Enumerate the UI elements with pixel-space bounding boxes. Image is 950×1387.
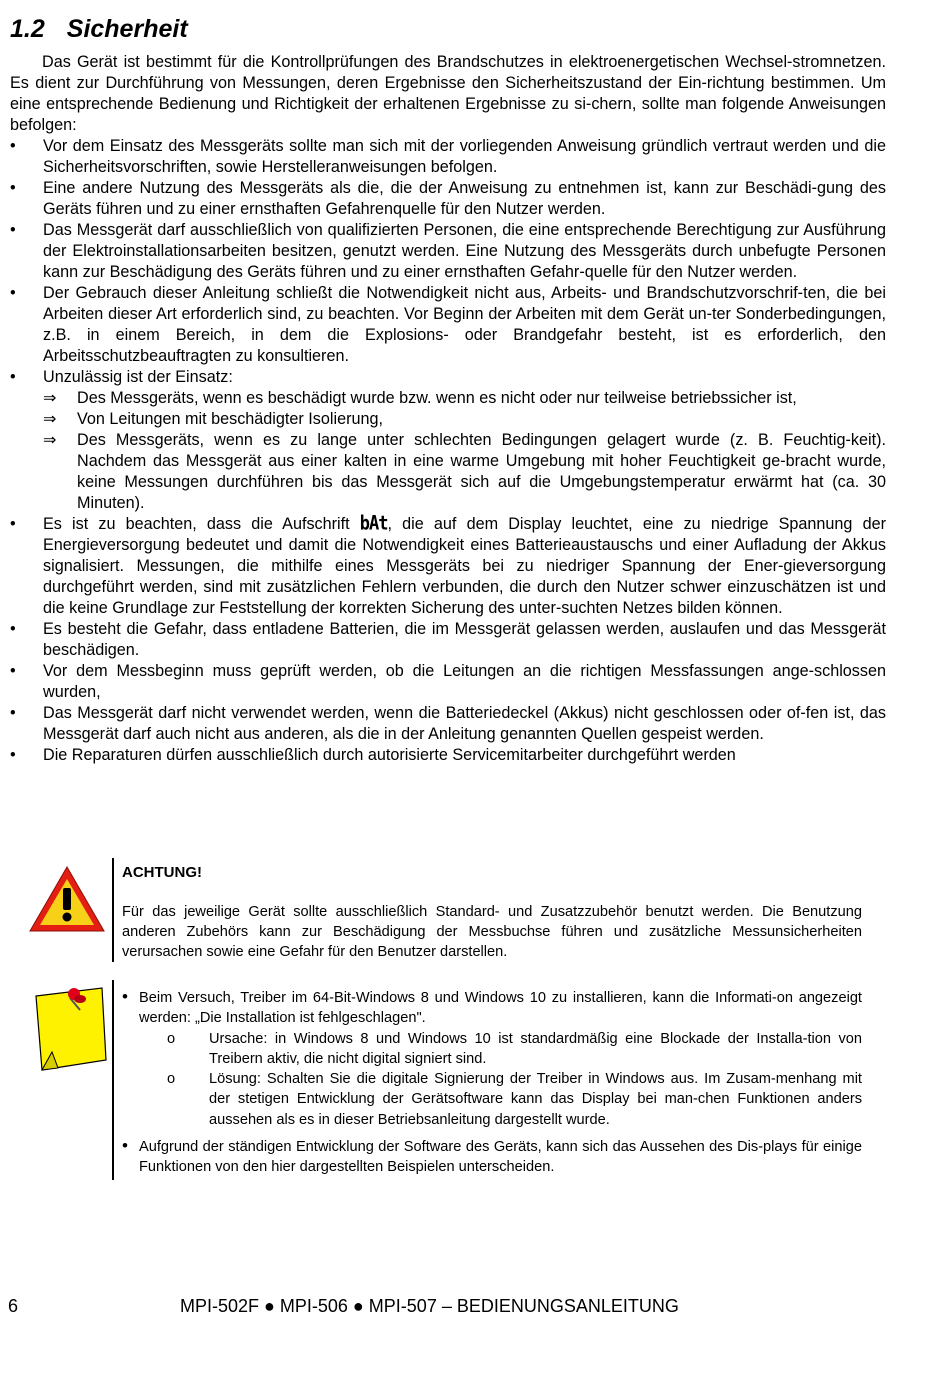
battery-symbol: bAt [359,512,388,536]
bullet-icon: • [10,704,16,722]
sub-list [43,388,886,514]
note-box [28,980,868,1180]
bullet-icon: • [10,368,16,386]
bullet-icon: • [10,662,16,680]
arrow-icon: ⇒ [43,389,57,407]
warning-divider [112,858,114,962]
warning-text: Für das jeweilige Gerät sollte ausschließlich Standard- und Zusatzzubehör benutzt werden. Die Benutzung anderen Zubehörs kann zur Beschädigung der Messbuchse führen und zusätzliche Messunsicherheiten verursachen sowie eine Gefahr für den Benutzer darstellen. [122,904,862,960]
section-heading [10,14,188,44]
list-item: • Vor dem Messbeginn muss geprüft werden, ob die Leitungen an die richtigen Messfassungen ange-schlossen wurden, [10,662,886,701]
bullet-icon: • [10,137,16,155]
sub-list-item: ⇒ Des Messgeräts, wenn es zu lange unter schlechten Bedingungen gelagert wurde (z. B. Feuchtig-keit). Nachdem das Messgerät aus einer kalten in eine warme Umgebung mit hoher Feuchtigkeit ge-bracht wurde, keine Messungen durchführen bis das Messgerät sich auf die Umgebungstemperatur erwärmt hat (ca. 30 Minuten). [43,431,886,512]
bullet-icon: • [10,284,16,302]
bullet-icon: • [122,987,128,1006]
note-sub-item: o Lösung: Schalten Sie die digitale Signierung der Treiber in Windows aus. Im Zusam-menhang mit der stetigen Entwicklung der Gerätsoftware kann das Display bei man-chen Funktionen anders aussehen als es in dieser Betriebsanleitung dargestellt wurde. [167,1071,862,1128]
bullet-icon: • [10,221,16,239]
arrow-icon: ⇒ [43,410,57,428]
note-item: • Beim Versuch, Treiber im 64-Bit-Windows 8 und Windows 10 zu installieren, kann die Informati-on angezeigt werden: „Die Installation ist fehlgeschlagen". [122,987,862,1027]
safety-list [10,136,886,766]
list-item: • Das Messgerät darf nicht verwendet werden, wenn die Batteriedeckel (Akkus) nicht geschlossen oder of-fen ist, das Messgerät darf auch nicht aus anderen, als die in der Anleitung genannten Quellen gespeist werden. [10,704,886,743]
bullet-icon: • [10,515,16,533]
list-item: • Eine andere Nutzung des Messgeräts als die, die der Anweisung zu entnehmen ist, kann zur Beschädi-gung des Geräts führen und zu einer ernsthaften Gefahrenquelle für den Nutzer werden. [10,179,886,218]
bullet-icon: • [10,746,16,764]
circle-bullet-icon: o [167,1030,176,1047]
bullet-icon: • [10,179,16,197]
bullet-icon: • [122,1136,128,1156]
note-divider [112,980,114,1180]
section-number: 1.2 [10,15,45,43]
note-sub-item: o Ursache: in Windows 8 und Windows 10 ist standardmäßig eine Blockade der Installa-tion von Treibern aktiv, die nicht digital signiert sind. [167,1030,862,1067]
warning-title: ACHTUNG! [122,864,202,881]
list-item: • Vor dem Einsatz des Messgeräts sollte man sich mit der vorliegenden Anweisung gründlich vertraut werden und die Sicherheitsvorschriften, sowie Herstelleranweisungen befolgen. [10,137,886,176]
list-item: • Unzulässig ist der Einsatz: ⇒ Des Messgeräts, wenn es beschädigt wurde bzw. wenn es nicht oder nur teilweise betriebssicher ist, ⇒ Von Leitungen mit beschädigter Isolierung, ⇒ Des Messgeräts, wenn es zu lange unter schlechten Bedingungen gelagert wurde (z. B. Feuchtig-keit). Nachdem das Messgerät aus einer kalten in eine warme Umgebung mit hoher Feuchtigkeit ge-bracht wurde, keine Messungen durchführen bis das Messgerät sich auf die Umgebungstemperatur erwärmt hat (ca. 30 Minuten). [10,368,886,512]
sub-list-item: ⇒ Von Leitungen mit beschädigter Isolierung, [43,410,383,428]
sub-list-item: ⇒ Des Messgeräts, wenn es beschädigt wurde bzw. wenn es nicht oder nur teilweise betriebssicher ist, [43,389,797,407]
list-item: • Es ist zu beachten, dass die Aufschrift bAt, die auf dem Display leuchtet, eine zu niedrige Spannung der Energieversorgung bedeutet und damit die Notwendigkeit eines Batterieaustauschs und einer Aufladung der Akkus signalisiert. Messungen, die mithilfe eines Messgeräts bei zu niedriger Spannung der Ener-gieversorgung durchgeführt werden, sind mit zusätzlichen Fehlern verbunden, die durch den Nutzer schwer einzuschätzen ist und die keine Grundlage zur Feststellung der korrekten Sicherung des unter-suchten Netzes bilden können. [10,512,886,617]
arrow-icon: ⇒ [43,431,57,449]
bullet-icon: • [10,620,16,638]
section-title: Sicherheit [66,15,188,43]
body-text [10,52,886,766]
list-item: • Der Gebrauch dieser Anleitung schließt die Notwendigkeit nicht aus, Arbeits- und Brandschutzvorschrif-ten, die bei Arbeiten dieser Art erforderlich sind, zu beachten. Vor Beginn der Arbeiten mit dem Gerät un-ter Sonderbedingungen, z.B. in einem Bereich, in dem die Explosions- oder Brandgefahr besteht, ist es erforderlich, den Arbeitsschutzbeauftragten zu konsultieren. [10,284,886,365]
page-number: 6 [8,1296,19,1316]
footer-title: MPI-502F ● MPI-506 ● MPI-507 – BEDIENUNGSANLEITUNG [180,1296,679,1316]
list-item: • Das Messgerät darf ausschließlich von qualifizierten Personen, die eine entsprechende Berechtigung zur Ausführung der Elektroinstallationsarbeiten besitzen, genutzt werden. Eine Nutzung des Messgeräts durch unbefugte Personen kann zur Beschädigung des Geräts führen und zu einer ernsthaften Gefahr-quelle für den Nutzer werden. [10,221,886,281]
note-item: • Aufgrund der ständigen Entwicklung der Software des Geräts, kann sich das Aussehen des Dis-plays für einige Funktionen von den hier dargestellten Beispielen unterscheiden. [122,1136,862,1176]
warning-triangle-icon [28,864,106,934]
list-item: • Es besteht die Gefahr, dass entladene Batterien, die im Messgerät gelassen werden, auslaufen und das Messgerät beschädigen. [10,620,886,659]
pinned-note-icon [30,982,108,1074]
intro-paragraph: Das Gerät ist bestimmt für die Kontrollprüfungen des Brandschutzes in elektroenergetischen Wechsel-stromnetzen. Es dient zur Durchführung von Messungen, deren Ergebnisse den Sicherheitszustand der Ein-richtung bestimmen. Um eine entsprechende Bedienung und Richtigkeit der erhaltenen Ergebnisse zu si-chern, sollte man folgende Anweisungen befolgen: [10,53,886,134]
note-list [122,988,862,1178]
circle-bullet-icon: o [167,1071,176,1088]
warning-box [28,858,868,962]
list-item: • Die Reparaturen dürfen ausschließlich durch autorisierte Servicemitarbeiter durchgeführt werden [10,746,736,764]
